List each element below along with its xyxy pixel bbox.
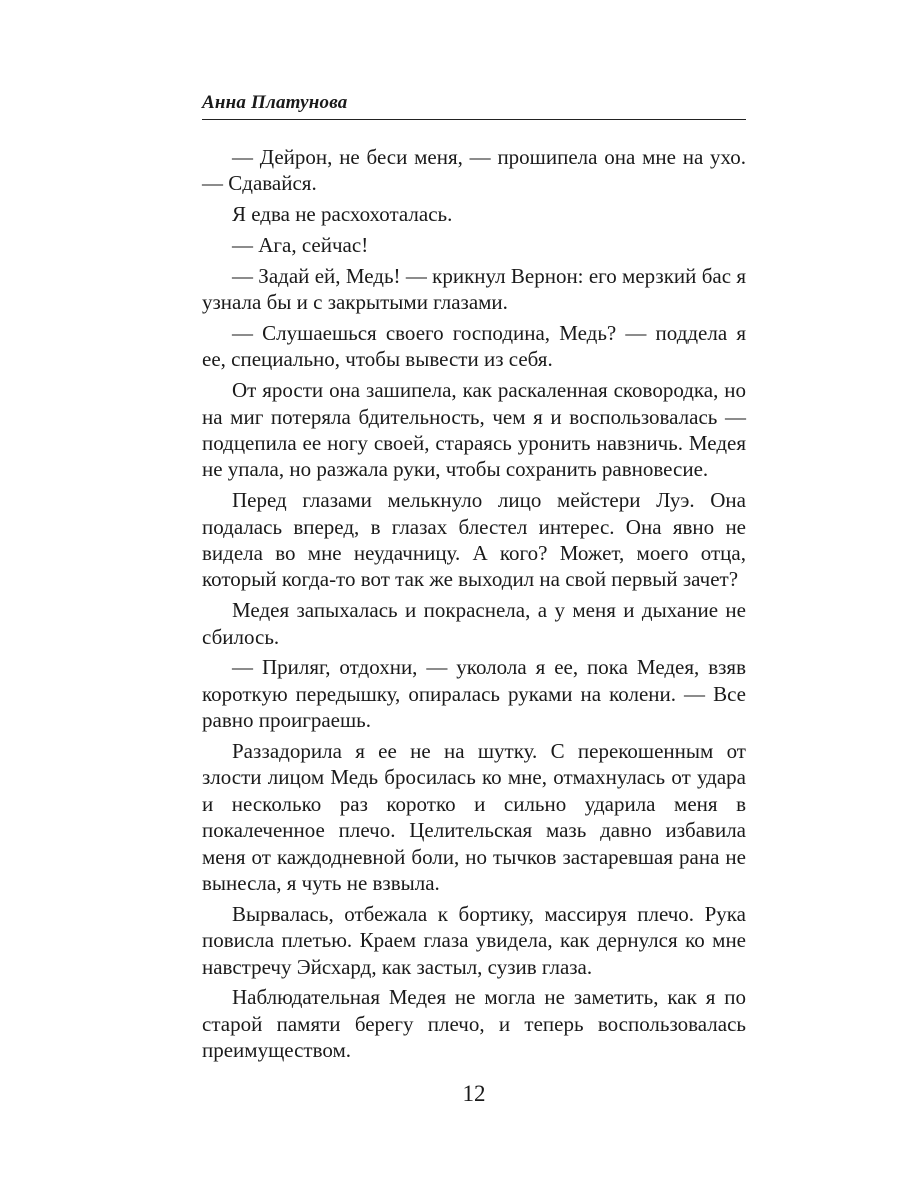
paragraph: Я едва не расхохоталась.: [232, 202, 453, 227]
page-body: [202, 144, 746, 1068]
book-page: [202, 0, 746, 1200]
running-header: [202, 91, 746, 120]
paragraph: От ярости она зашипела, как раскаленная сковородка, но на миг потеряла бдительность, чем я и воспользовалась — подцепила ее ногу своей, стараясь уронить навзничь. Медея не упала, но разжала руки, чтобы сохранить равновесие.: [202, 378, 746, 482]
paragraph: — Задай ей, Медь! — крикнул Вернон: его мерзкий бас я узнала бы и с закрытыми глазами.: [202, 263, 746, 315]
paragraph: — Ага, сейчас!: [232, 233, 369, 257]
paragraph: Перед глазами мелькнуло лицо мейстери Луэ. Она подалась вперед, в глазах блестел интерес. Она явно не видела во мне неудачницу. А кого? Может, моего отца, который когда-то вот так же выходил на свой первый зачет?: [202, 488, 746, 592]
paragraph: — Слушаешься своего господина, Медь? — поддела я ее, специально, чтобы вывести из себя.: [202, 321, 746, 372]
paragraph: Вырвалась, отбежала к бортику, массируя плечо. Рука повисла плетью. Краем глаза увидела, как дернулся ко мне навстречу Эйсхард, как застыл, сузив глаза.: [202, 901, 746, 979]
paragraph: Наблюдательная Медея не могла не заметить, как я по старой памяти берегу плечо, и теперь воспользовалась преимуществом.: [202, 985, 746, 1063]
paragraph: — Приляг, отдохни, — уколола я ее, пока Медея, взяв короткую передышку, опиралась руками на колени. — Все равно проиграешь.: [202, 655, 746, 733]
page-number: 12: [462, 1081, 486, 1106]
author-name: Анна Платунова: [202, 92, 348, 113]
paragraph: Раззадорила я ее не на шутку. С перекошенным от злости лицом Медь бросилась ко мне, отмахнулась от удара и несколько раз коротко и сильно ударила меня в покалеченное плечо. Целительская мазь давно избавила меня от каждодневной боли, но тычков застаревшая рана не вынесла, я чуть не взвыла.: [202, 739, 746, 896]
paragraph: Медея запыхалась и покраснела, а у меня и дыхание не сбилось.: [202, 598, 746, 649]
paragraph: — Дейрон, не беси меня, — прошипела она мне на ухо. — Сдавайся.: [202, 145, 746, 196]
